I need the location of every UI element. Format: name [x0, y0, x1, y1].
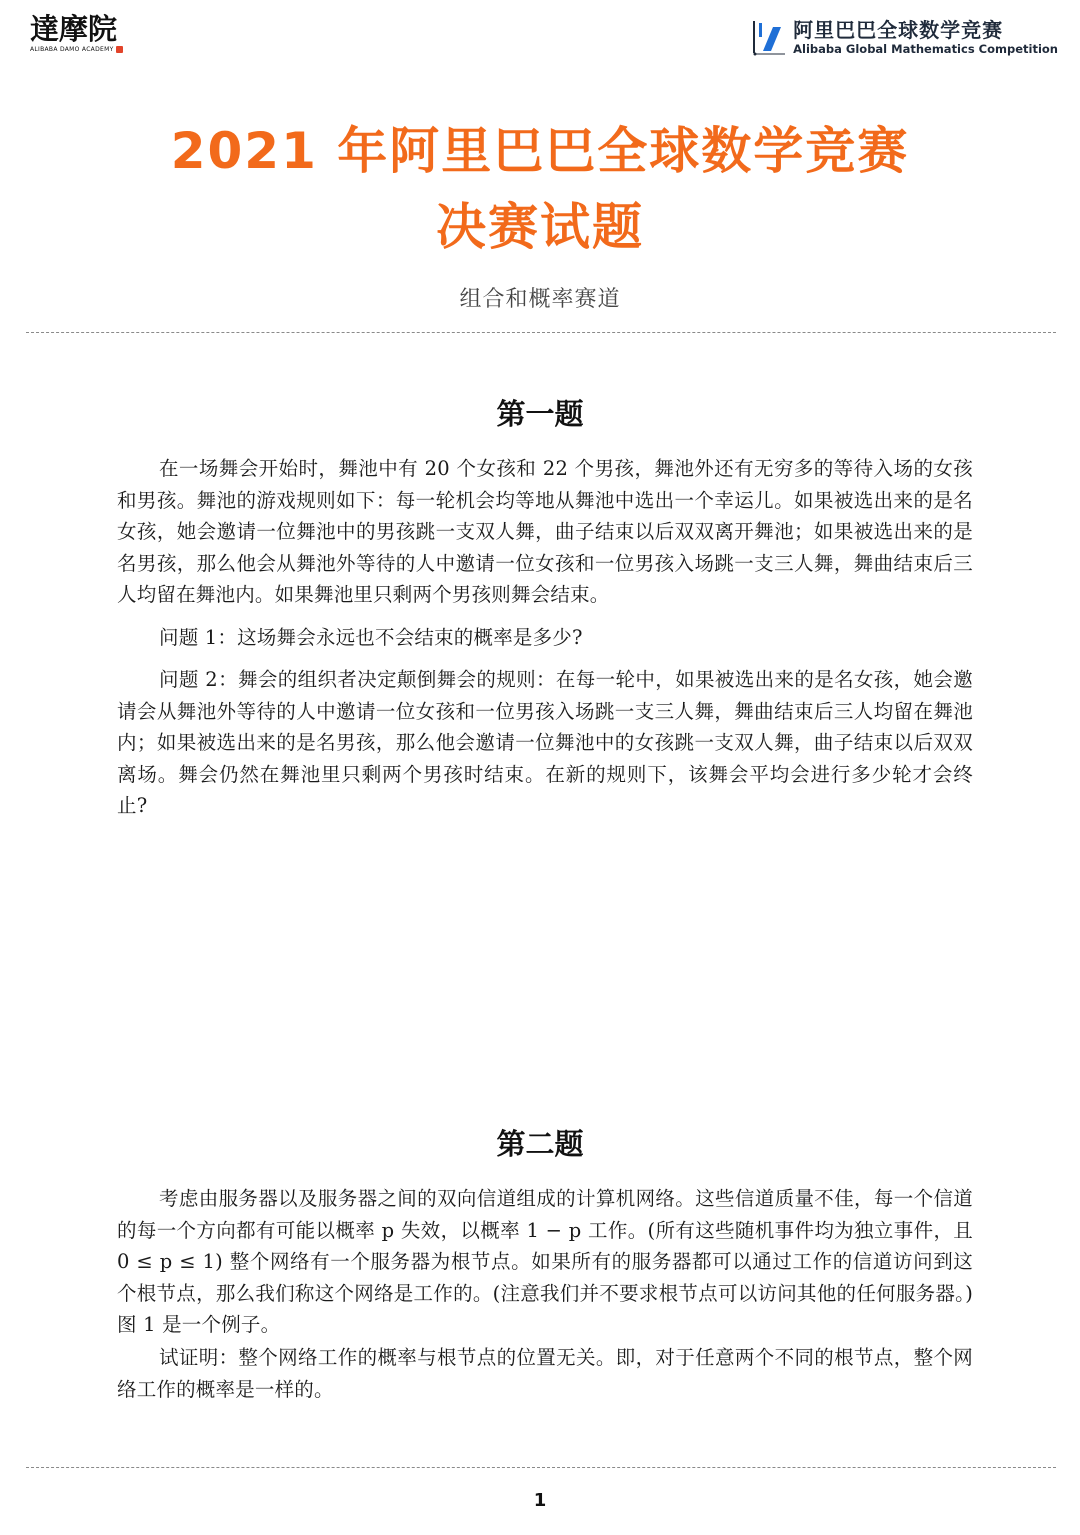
problem1-question1: 问题 1：这场舞会永远也不会结束的概率是多少? [159, 626, 583, 649]
damo-academy-logo [30, 12, 130, 53]
problem1-question2: 问题 2：舞会的组织者决定颠倒舞会的规则：在每一轮中，如果被选出来的是名女孩，她会邀请会从舞池外等待的人中邀请一位女孩和一位男孩入场跳一支三人舞，舞曲结束后三人均留在舞池内；如果被选出来的是名男孩，那么他会邀请一位舞池中的女孩跳一支双人舞，曲子结束以后双双离场。舞会仍然在舞池里只剩两个男孩时结束。在新的规则下，该舞会平均会进行多少轮才会终止? [117, 668, 973, 817]
logo-right-english: Alibaba Global Mathematics Competition [793, 42, 1058, 56]
competition-logo-icon [751, 17, 785, 57]
bottom-divider [26, 1467, 1056, 1468]
problem1-intro: 在一场舞会开始时，舞池中有 20 个女孩和 22 个男孩，舞池外还有无穷多的等待入场的女孩和男孩。舞池的游戏规则如下：每一轮机会均等地从舞池中选出一个幸运儿。如果被选出来的是名女孩，她会邀请一位舞池中的男孩跳一支双人舞，曲子结束以后双双离开舞池；如果被选出来的是名男孩，那么他会从舞池外等待的人中邀请一位女孩和一位男孩入场跳一支三人舞，舞曲结束后三人均留在舞池内。如果舞池里只剩两个男孩则舞会结束。 [117, 457, 973, 606]
logo-right-chinese: 阿里巴巴全球数学竞赛 [793, 18, 1004, 42]
top-divider [26, 332, 1056, 333]
page-number: 1 [533, 1490, 547, 1511]
logo-left-chinese: 達摩院 [30, 12, 118, 46]
page-subtitle: 组合和概率赛道 [459, 287, 621, 312]
logo-mark-icon [116, 46, 123, 53]
logo-left-english: ALIBABA DAMO ACADEMY [30, 46, 114, 53]
problem1-heading: 第一题 [496, 397, 584, 431]
competition-logo [751, 14, 1058, 60]
page-title-line2: 决赛试题 [436, 198, 644, 256]
page-title-line1: 2021 年阿里巴巴全球数学竞赛 [170, 122, 910, 180]
problem2-heading: 第二题 [496, 1127, 584, 1161]
problem2-prove: 试证明：整个网络工作的概率与根节点的位置无关。即，对于任意两个不同的根节点，整个网络工作的概率是一样的。 [117, 1346, 973, 1401]
problem2-body: 考虑由服务器以及服务器之间的双向信道组成的计算机网络。这些信道质量不佳，每一个信道的每一个方向都有可能以概率 p 失效，以概率 1 − p 工作。(所有这些随机事件均为独立事件，且 0 ≤ p ≤ 1) 整个网络有一个服务器为根节点。如果所有的服务器都可以通过工作的信道访问到这个根节点，那么我们称这个网络是工作的。(注意我们并不要求根节点可以访问其他的任何服务器。) 图 1 是一个例子。 [117, 1187, 973, 1336]
